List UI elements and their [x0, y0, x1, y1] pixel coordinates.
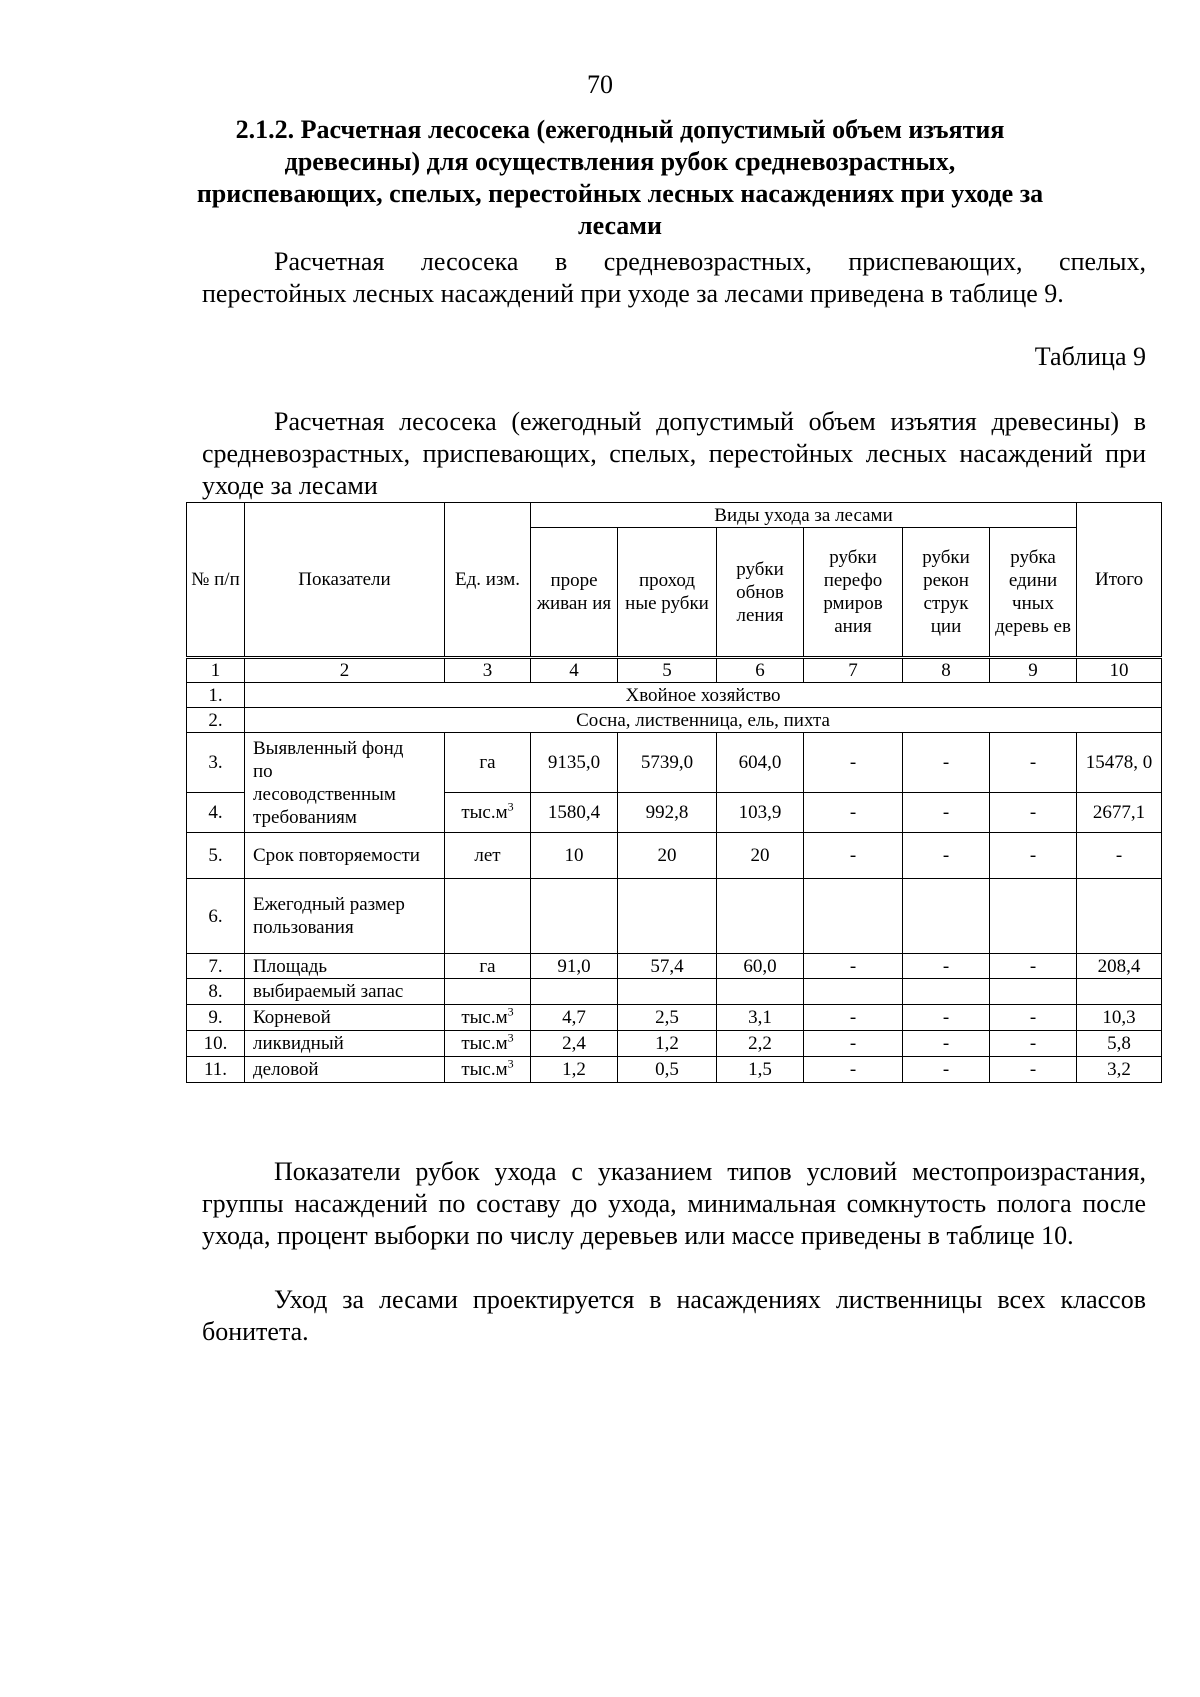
column-number: 9	[990, 658, 1077, 683]
cell-value: -	[990, 793, 1077, 833]
row-no: 1.	[187, 683, 245, 708]
header-indicators: Показатели	[245, 503, 445, 658]
cell-value: -	[990, 733, 1077, 793]
cell-value: -	[990, 954, 1077, 979]
row-unit	[445, 879, 531, 954]
paragraph-after-table-1	[202, 1156, 1146, 1252]
table-row	[187, 1057, 1162, 1083]
cell-value: -	[990, 1005, 1077, 1031]
table-row	[187, 1005, 1162, 1031]
cell-total: 208,4	[1077, 954, 1162, 979]
column-number: 3	[445, 658, 531, 683]
indicator-line: Выявленный фонд	[253, 737, 404, 759]
section-label: Сосна, лиственница, ель, пихта	[245, 708, 1162, 733]
header-type: проход ные рубки	[618, 528, 717, 658]
table-row	[187, 954, 1162, 979]
unit-sup: 3	[507, 1030, 514, 1045]
column-numbers-row	[187, 658, 1162, 683]
cell-value: -	[903, 1005, 990, 1031]
cell-value: 91,0	[531, 954, 618, 979]
cell-total: 2677,1	[1077, 793, 1162, 833]
cell-value: -	[903, 1057, 990, 1083]
data-table	[186, 502, 1162, 1083]
row-no: 11.	[187, 1057, 245, 1083]
row-no: 5.	[187, 833, 245, 879]
intro-paragraph	[202, 246, 1146, 310]
column-number: 2	[245, 658, 445, 683]
cell-value: 604,0	[717, 733, 804, 793]
row-indicator: ликвидный	[245, 1031, 445, 1057]
cell-value: -	[804, 1005, 903, 1031]
cell-value	[717, 979, 804, 1005]
cell-value: -	[804, 733, 903, 793]
cell-value: 20	[618, 833, 717, 879]
cell-total: 10,3	[1077, 1005, 1162, 1031]
header-type: рубки обнов ления	[717, 528, 804, 658]
cell-value: 1,5	[717, 1057, 804, 1083]
header-type: рубки перефо рмиров ания	[804, 528, 903, 658]
table-row	[187, 1031, 1162, 1057]
unit-text: тыс.м	[461, 802, 508, 823]
column-number: 6	[717, 658, 804, 683]
table-row	[187, 683, 1162, 708]
header-no: № п/п	[187, 503, 245, 658]
cell-total: 5,8	[1077, 1031, 1162, 1057]
header-row-1	[187, 503, 1162, 528]
cell-value: -	[804, 793, 903, 833]
cell-value: 57,4	[618, 954, 717, 979]
row-no: 6.	[187, 879, 245, 954]
cell-total	[1077, 979, 1162, 1005]
cell-value: -	[804, 1057, 903, 1083]
section-label: Хвойное хозяйство	[245, 683, 1162, 708]
unit-sup: 3	[507, 799, 514, 814]
column-number: 5	[618, 658, 717, 683]
cell-value	[531, 979, 618, 1005]
table-row	[187, 708, 1162, 733]
cell-value: -	[990, 1057, 1077, 1083]
paragraph-after-table-2	[202, 1284, 1146, 1348]
header-type: рубки рекон струк ции	[903, 528, 990, 658]
intro-paragraph-text: Расчетная лесосека в средневозрастных, приспевающих, спелых, перестойных лесных насаждений при уходе за лесами приведена в таблице 9.	[202, 247, 1146, 308]
row-no: 2.	[187, 708, 245, 733]
merged-indicator	[245, 733, 445, 833]
cell-value: 2,5	[618, 1005, 717, 1031]
cell-value	[618, 979, 717, 1005]
cell-value: -	[903, 733, 990, 793]
cell-value: 10	[531, 833, 618, 879]
row-unit	[445, 1031, 531, 1057]
table-row	[187, 879, 1162, 954]
cell-total: 3,2	[1077, 1057, 1162, 1083]
column-number: 10	[1077, 658, 1162, 683]
page-number: 70	[587, 70, 613, 99]
column-number: 1	[187, 658, 245, 683]
row-no: 4.	[187, 793, 245, 833]
cell-value: -	[903, 1031, 990, 1057]
header-type: рубка едини чных деревь ев	[990, 528, 1077, 658]
column-number: 4	[531, 658, 618, 683]
cell-value: 3,1	[717, 1005, 804, 1031]
cell-value	[804, 879, 903, 954]
cell-value: -	[903, 954, 990, 979]
cell-value: -	[804, 833, 903, 879]
cell-value	[903, 979, 990, 1005]
cell-value	[990, 979, 1077, 1005]
cell-value: 4,7	[531, 1005, 618, 1031]
column-number: 7	[804, 658, 903, 683]
paragraph-text: Показатели рубок ухода с указанием типов условий местопроизрастания, группы насаждений по составу до ухода, минимальная сомкнутость полога после ухода, процент выборки по числу деревьев или массе приведены в таблице 10.	[202, 1157, 1146, 1250]
cell-value	[990, 879, 1077, 954]
indicator-line: лесоводственным	[253, 783, 396, 805]
cell-value: 1,2	[618, 1031, 717, 1057]
cell-value: 103,9	[717, 793, 804, 833]
table-row	[187, 833, 1162, 879]
row-unit: лет	[445, 833, 531, 879]
cell-value	[531, 879, 618, 954]
unit-text: тыс.м	[461, 1059, 508, 1080]
cell-value: 2,4	[531, 1031, 618, 1057]
row-unit	[445, 793, 531, 833]
cell-value: 1580,4	[531, 793, 618, 833]
unit-sup: 3	[507, 1056, 514, 1071]
cell-value: 5739,0	[618, 733, 717, 793]
cell-value	[618, 879, 717, 954]
row-indicator: выбираемый запас	[245, 979, 445, 1005]
row-indicator: Ежегодный размер пользования	[245, 879, 445, 954]
paragraph-text: Уход за лесами проектируется в насаждениях лиственницы всех классов бонитета.	[202, 1285, 1146, 1346]
unit-text: тыс.м	[461, 1033, 508, 1054]
cell-value: 0,5	[618, 1057, 717, 1083]
column-number: 8	[903, 658, 990, 683]
cell-value: 992,8	[618, 793, 717, 833]
row-unit	[445, 1005, 531, 1031]
cell-value: 1,2	[531, 1057, 618, 1083]
cell-total: -	[1077, 833, 1162, 879]
cell-value: 2,2	[717, 1031, 804, 1057]
header-group: Виды ухода за лесами	[531, 503, 1077, 528]
cell-value	[804, 979, 903, 1005]
row-indicator: деловой	[245, 1057, 445, 1083]
table-caption	[202, 406, 1146, 502]
indicator-line: по	[253, 760, 273, 782]
unit-text: тыс.м	[461, 1007, 508, 1028]
cell-value: -	[804, 1031, 903, 1057]
row-unit	[445, 1057, 531, 1083]
cell-total: 15478, 0	[1077, 733, 1162, 793]
unit-sup: 3	[507, 1004, 514, 1019]
row-no: 10.	[187, 1031, 245, 1057]
row-no: 8.	[187, 979, 245, 1005]
table-label: Таблица 9	[1034, 342, 1146, 371]
row-unit: га	[445, 733, 531, 793]
row-unit	[445, 979, 531, 1005]
cell-value: 9135,0	[531, 733, 618, 793]
cell-value: -	[990, 1031, 1077, 1057]
section-heading: 2.1.2. Расчетная лесосека (ежегодный допустимый объем изъятия древесины) для осуществления рубок средневозрастных, приспевающих, спелых, перестойных лесных насаждениях при уходе за лесами	[196, 115, 1044, 240]
cell-total	[1077, 879, 1162, 954]
header-type: проре живан ия	[531, 528, 618, 658]
table-row	[187, 979, 1162, 1005]
row-indicator: Корневой	[245, 1005, 445, 1031]
row-no: 3.	[187, 733, 245, 793]
indicator-line: требованиям	[253, 806, 357, 828]
cell-value: -	[990, 833, 1077, 879]
cell-value	[717, 879, 804, 954]
cell-value: 60,0	[717, 954, 804, 979]
row-indicator: Площадь	[245, 954, 445, 979]
cell-value: -	[903, 833, 990, 879]
table-caption-text: Расчетная лесосека (ежегодный допустимый объем изъятия древесины) в средневозрастных, приспевающих, спелых, перестойных лесных насаждений при уходе за лесами	[202, 407, 1146, 500]
cell-value: -	[804, 954, 903, 979]
header-total: Итого	[1077, 503, 1162, 658]
header-unit: Ед. изм.	[445, 503, 531, 658]
row-indicator: Срок повторяемости	[245, 833, 445, 879]
cell-value: 20	[717, 833, 804, 879]
cell-value: -	[903, 793, 990, 833]
table-row	[187, 733, 1162, 793]
row-no: 9.	[187, 1005, 245, 1031]
row-unit: га	[445, 954, 531, 979]
row-no: 7.	[187, 954, 245, 979]
cell-value	[903, 879, 990, 954]
